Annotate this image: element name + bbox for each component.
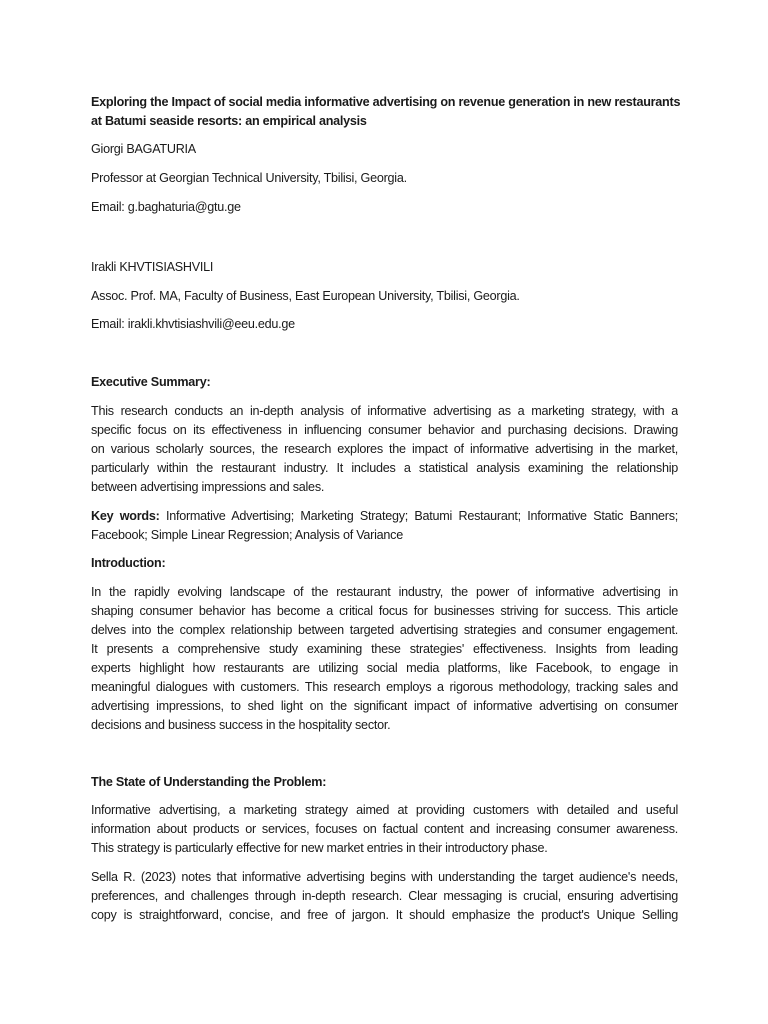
text-line: Informative advertising, a marketing strategy aimed at providing customers with detailed and useful [91, 803, 678, 817]
exec-summary-heading: Executive Summary: [91, 375, 211, 389]
text-line: decisions and business success in the hospitality sector. [91, 718, 391, 732]
keywords [91, 507, 678, 545]
text-line: This strategy is particularly effective for new market entries in their introductory phase. [91, 841, 548, 855]
text-line: In the rapidly evolving landscape of the restaurant industry, the power of informative advertising in [91, 585, 678, 599]
author1-affiliation: Professor at Georgian Technical University, Tbilisi, Georgia. [91, 171, 407, 185]
text-line: copy is straightforward, concise, and free of jargon. It should emphasize the product's Unique Selling [91, 908, 678, 922]
author2-email: Email: irakli.khvtisiashvili@eeu.edu.ge [91, 317, 295, 331]
text-line: particularly within the restaurant industry. It includes a statistical analysis examining the relationship [91, 461, 678, 475]
text-line: between advertising impressions and sales. [91, 480, 325, 494]
keywords-text: Informative Advertising; Marketing Strategy; Batumi Restaurant; Informative Static Banners; [159, 509, 678, 523]
state-paragraph-2 [91, 868, 678, 925]
introduction-paragraph [91, 583, 678, 735]
keywords-label: Key words: [91, 509, 160, 523]
keywords-text: Facebook; Simple Linear Regression; Analysis of Variance [91, 528, 403, 542]
paper-title [91, 93, 681, 131]
title-line: Exploring the Impact of social media informative advertising on revenue generation in new restaurants [91, 95, 681, 109]
text-line: delves into the complex relationship between targeted advertising strategies and consumer engagement. [91, 623, 678, 637]
state-paragraph-1 [91, 801, 678, 858]
text-line: on various scholarly sources, the research explores the impact of informative advertising in the market, [91, 442, 678, 456]
title-line: at Batumi seaside resorts: an empirical analysis [91, 114, 367, 128]
text-line: experts highlight how restaurants are utilizing social media platforms, like Facebook, to engage in [91, 661, 678, 675]
text-line: preferences, and challenges through in-depth research. Clear messaging is crucial, ensuring advertising [91, 889, 678, 903]
exec-summary-paragraph [91, 402, 678, 497]
text-line: meaningful dialogues with customers. This research employs a rigorous methodology, tracking sales and [91, 680, 678, 694]
introduction-heading: Introduction: [91, 556, 166, 570]
author1-name: Giorgi BAGATURIA [91, 142, 196, 156]
state-heading: The State of Understanding the Problem: [91, 775, 327, 789]
text-line: specific focus on its effectiveness in influencing consumer behavior and purchasing decisions. Drawing [91, 423, 678, 437]
author1-email: Email: g.baghaturia@gtu.ge [91, 200, 241, 214]
text-line: shaping consumer behavior has become a critical focus for businesses striving for success. This article [91, 604, 678, 618]
text-line: information about products or services, focuses on factual content and increasing consumer awareness. [91, 822, 678, 836]
text-line: It presents a comprehensive study examining these strategies' effectiveness. Insights from leading [91, 642, 678, 656]
text-line: Sella R. (2023) notes that informative advertising begins with understanding the target audience's needs, [91, 870, 678, 884]
text-line: This research conducts an in-depth analysis of informative advertising as a marketing strategy, with a [91, 404, 678, 418]
author2-affiliation: Assoc. Prof. MA, Faculty of Business, East European University, Tbilisi, Georgia. [91, 289, 520, 303]
author2-name: Irakli KHVTISIASHVILI [91, 260, 214, 274]
text-line: advertising impressions, to shed light on the significant impact of informative advertising on consumer [91, 699, 678, 713]
